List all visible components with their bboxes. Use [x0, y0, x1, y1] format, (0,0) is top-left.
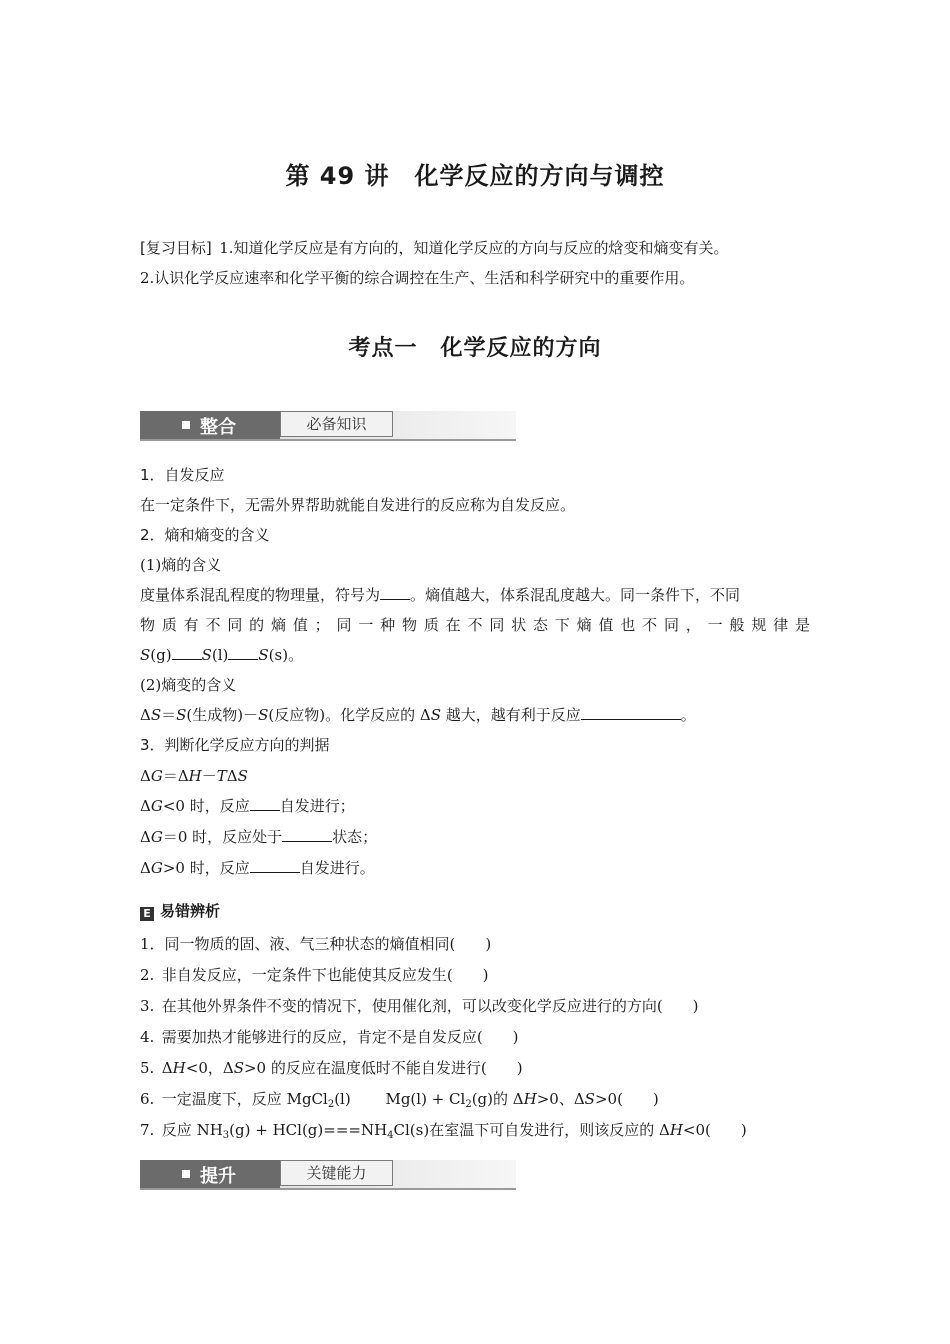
error-item-4: 4. 需要加热才能够进行的反应，肯定不是自发反应( ) [140, 1028, 519, 1046]
error-item-6: 6. 一定温度下，反应 MgCl$_2$(l) $Mg(l) + Cl_2(g)$的 ΔH>0、ΔS>0( ) [140, 1090, 659, 1110]
heading-3: 3．判断化学反应方向的判据 [140, 736, 330, 754]
error-item-7: 7. 反应 $NH_3(g) + HCl(g)===NH_4Cl(s)$在室温下可自发进行，则该反应的 ΔH<0( ) [140, 1121, 747, 1141]
criterion-2: ΔG＝0 时，反应处于 状态； [140, 828, 378, 846]
error-item-3: 3. 在其他外界条件不变的情况下，使用催化剂，可以改变化学反应进行的方向( ) [140, 997, 699, 1015]
criterion-1: ΔG<0 时，反应 自发进行； [140, 797, 355, 815]
banner-dark-label: 提升 [200, 1166, 236, 1187]
banner-integration [140, 411, 516, 445]
square-icon [182, 421, 190, 429]
section-title: 考点一 化学反应的方向 [348, 336, 602, 361]
review-goal [140, 233, 830, 293]
banner-improvement [140, 1160, 516, 1194]
review-goal-tag: [复习目标] [140, 239, 212, 257]
lecture-title: 第 49 讲 化学反应的方向与调控 [285, 162, 665, 190]
error-item-5: 5. ΔH<0，ΔS>0 的反应在温度低时不能自发进行( ) [140, 1059, 523, 1077]
criterion-3: ΔG>0 时，反应 自发进行。 [140, 859, 375, 877]
error-item-2: 2. 非自发反应，一定条件下也能使其反应发生( ) [140, 966, 489, 984]
review-goal-line2: 2.认识化学反应速率和化学平衡的综合调控在生产、生活和科学研究中的重要作用。 [140, 269, 695, 287]
paragraph-5: ΔS＝S(生成物)－S(反应物)。化学反应的 ΔS 越大，越有利于反应 。 [140, 706, 696, 724]
heading-1: 1．自发反应 [140, 466, 225, 484]
paragraph-3: 物质有不同的熵值；同一种物质在不同状态下熵值也不同，一般规律是 [140, 616, 810, 634]
review-goal-line1: 1.知道化学反应是有方向的，知道化学反应的方向与反应的焓变和熵变有关。 [211, 239, 729, 257]
paragraph-1: 在一定条件下，无需外界帮助就能自发进行的反应称为自发反应。 [140, 496, 576, 514]
error-analysis-icon: E [140, 907, 154, 921]
square-icon [182, 1170, 190, 1178]
entropy-order: S(g) S(l) S(s)。 [140, 646, 304, 664]
paragraph-2: 度量体系混乱程度的物理量，符号为 。熵值越大，体系混乱度越大。同一条件下，不同 [140, 586, 741, 604]
formula-gibbs: ΔG＝ΔH－TΔS [140, 767, 248, 785]
banner-dark-label: 整合 [200, 417, 236, 438]
error-analysis-heading: E 易错辨析 [140, 900, 220, 921]
heading-2: 2．熵和熵变的含义 [140, 526, 270, 544]
subheading-entropy-change: (2)熵变的含义 [140, 676, 237, 694]
subheading-entropy: (1)熵的含义 [140, 556, 222, 574]
error-item-1: 1．同一物质的固、液、气三种状态的熵值相同( ) [140, 935, 492, 953]
banner-light-label: 关键能力 [280, 1160, 393, 1186]
banner-light-label: 必备知识 [280, 411, 393, 437]
